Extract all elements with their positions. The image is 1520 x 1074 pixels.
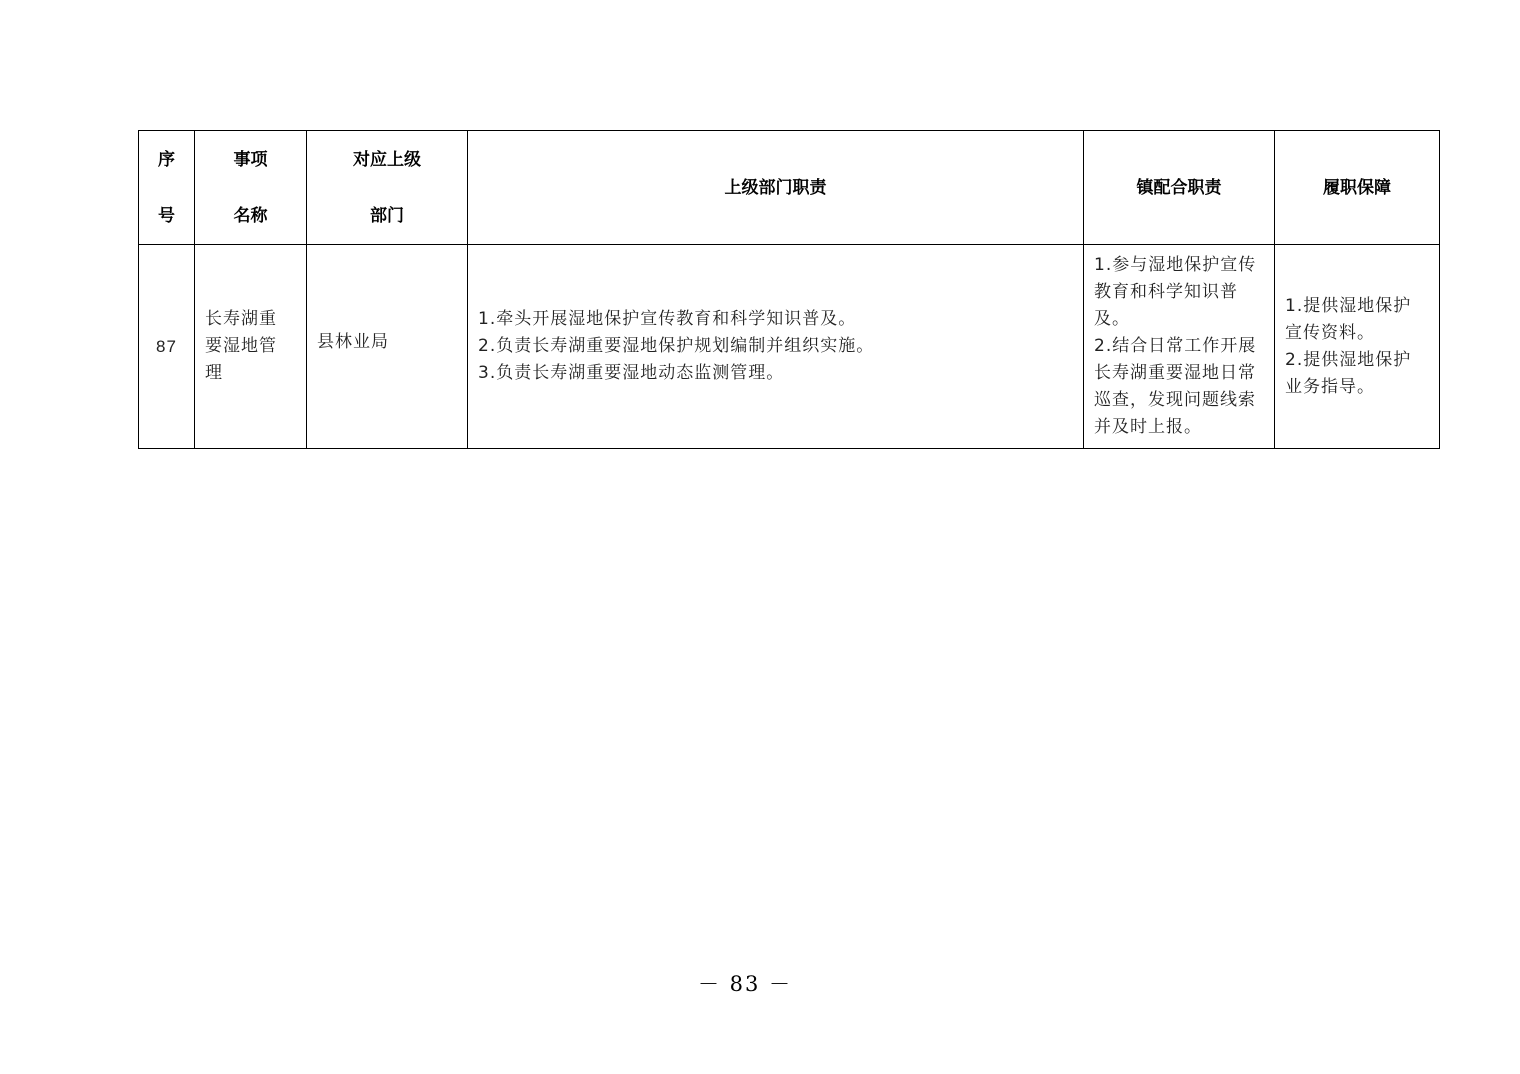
duty-table (138, 130, 1440, 449)
table-row (139, 245, 1440, 449)
row-town-duty: 1.参与湿地保护宣传 教育和科学知识普 及。 2.结合日常工作开展 长寿湖重要湿地日常 巡查，发现问题线索 并及时上报。 (1084, 245, 1275, 449)
header-upper-duty: 上级部门职责 (468, 131, 1084, 245)
page-number: － 83 － (697, 972, 793, 996)
header-seq: 序 号 (139, 131, 195, 245)
row-upper-duty: 1.牵头开展湿地保护宣传教育和科学知识普及。 2.负责长寿湖重要湿地保护规划编制并组织实施。 3.负责长寿湖重要湿地动态监测管理。 (468, 245, 1084, 449)
row-item-name: 长寿湖重 要湿地管 理 (195, 245, 307, 449)
row-dept: 县林业局 (307, 245, 468, 449)
header-item-name: 事项 名称 (195, 131, 307, 245)
table-header-row (139, 131, 1440, 245)
header-town-duty: 镇配合职责 (1084, 131, 1275, 245)
row-seq: 87 (139, 245, 195, 449)
header-guarantee: 履职保障 (1275, 131, 1440, 245)
row-guarantee: 1.提供湿地保护 宣传资料。 2.提供湿地保护 业务指导。 (1275, 245, 1440, 449)
header-upper-dept: 对应上级 部门 (307, 131, 468, 245)
